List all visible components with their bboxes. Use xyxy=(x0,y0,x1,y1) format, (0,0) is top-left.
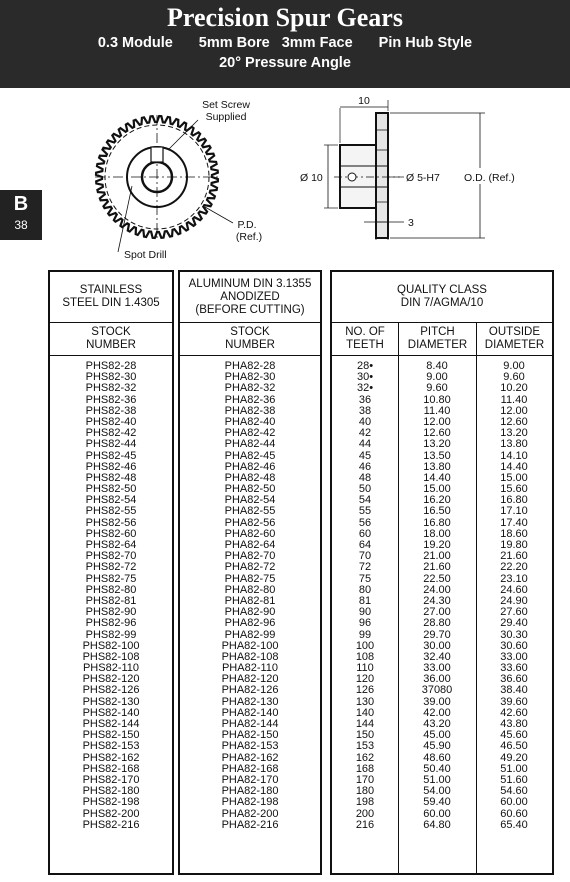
stainless-stock-number: PHS82-81 xyxy=(85,594,137,607)
teeth-count: 153 xyxy=(355,740,375,753)
aluminum-stock-number: PHA82-30 xyxy=(224,371,276,384)
outside-diameter-value: 51.60 xyxy=(500,773,528,786)
teeth-count: 42 xyxy=(358,427,372,440)
table-row xyxy=(332,820,552,831)
outside-diameter-value: 13.20 xyxy=(500,427,528,440)
outside-diameter-value: 15.60 xyxy=(500,483,528,496)
hub-profile xyxy=(340,145,376,208)
pitch-diameter: 13.80 xyxy=(423,460,451,473)
pitch-diameter: 42.00 xyxy=(423,706,451,719)
pitch-diameter: 16.50 xyxy=(423,505,451,518)
aluminum-header: ALUMINUM DIN 3.1355 ANODIZED (BEFORE CUTTING) xyxy=(180,272,320,323)
stainless-header: STAINLESS STEEL DIN 1.4305 xyxy=(50,272,172,323)
teeth-count: 140 xyxy=(355,706,375,719)
outside-diameter-value: 65.40 xyxy=(500,818,528,831)
pitch-diameter: 21.60 xyxy=(423,561,451,574)
stainless-stock-number: PHS82-144 xyxy=(82,718,140,730)
aluminum-stock-number: PHA82-96 xyxy=(224,617,276,630)
stainless-stock-number: PHS82-40 xyxy=(85,415,137,428)
aluminum-stock-number: PHA82-42 xyxy=(224,427,276,440)
outside-diameter-value: 16.80 xyxy=(500,494,528,507)
pitch-diameter: 45.00 xyxy=(423,729,451,742)
outside-diameter-value: 60.00 xyxy=(500,796,528,809)
outside-diameter-value: 12.00 xyxy=(500,404,528,417)
stainless-stock-number: PHS82-80 xyxy=(85,583,137,596)
outside-diameter: O.D. (Ref.) xyxy=(464,172,515,184)
table-row xyxy=(50,809,172,820)
aluminum-stock-number: PHA82-55 xyxy=(224,505,276,518)
teeth-count: 180 xyxy=(355,785,375,798)
aluminum-stock-number: PHA82-28 xyxy=(224,360,276,372)
pitch-diameter: 18.00 xyxy=(423,527,451,540)
table-row xyxy=(50,506,172,517)
gear-body-profile xyxy=(376,113,388,238)
pitch-diameter: 16.80 xyxy=(423,516,451,529)
aluminum-stock-number: PHA82-153 xyxy=(221,740,279,753)
teeth-count: 75 xyxy=(358,572,372,585)
table-row xyxy=(180,439,320,450)
spec-bore: 5mm Bore xyxy=(198,35,270,51)
pitch-diameter: 12.00 xyxy=(423,415,451,428)
aluminum-stock-number: PHA82-60 xyxy=(224,527,276,540)
table-row xyxy=(332,451,552,462)
table-row xyxy=(332,797,552,808)
hub-diameter: Ø 10 xyxy=(300,172,323,184)
teeth-count: 100 xyxy=(355,639,375,652)
aluminum-stock-number: PHA82-150 xyxy=(221,729,279,742)
face-dimension: 3 xyxy=(408,217,414,229)
teeth-count: 36 xyxy=(358,393,372,406)
stainless-stock-number: PHS82-28 xyxy=(85,360,137,372)
table-row xyxy=(50,618,172,629)
pitch-diameter: 19.20 xyxy=(423,539,451,551)
table-row xyxy=(180,506,320,517)
teeth-count: 200 xyxy=(355,807,375,820)
stainless-stock-number: PHS82-55 xyxy=(85,505,137,518)
aluminum-stock-number: PHA82-90 xyxy=(224,606,276,619)
table-row xyxy=(50,630,172,641)
teeth-count: 81 xyxy=(358,594,372,607)
stainless-stock-number: PHS82-108 xyxy=(82,650,140,663)
set-screw-label-1: Set Screw xyxy=(202,99,250,111)
gear-front-view xyxy=(95,99,262,261)
gear-side-view xyxy=(300,95,515,240)
outside-diameter-value: 46.50 xyxy=(500,740,528,753)
stainless-stock-number: PHS82-216 xyxy=(82,818,140,831)
outside-diameter-value: 14.40 xyxy=(500,460,528,473)
set-screw-hole xyxy=(151,147,163,162)
teeth-count: 126 xyxy=(355,684,375,697)
stainless-stock-number: PHS82-38 xyxy=(85,404,137,417)
teeth-count: 162 xyxy=(355,751,375,764)
pitch-diameter: 29.70 xyxy=(423,628,451,641)
stainless-stock-number: PHS82-140 xyxy=(82,706,140,719)
quality-data-list xyxy=(332,361,552,831)
stainless-stock-number: PHS82-70 xyxy=(85,550,137,563)
table-row xyxy=(180,618,320,629)
pitch-diameter: 33.00 xyxy=(423,662,451,675)
table-row xyxy=(332,383,552,394)
aluminum-stock-number: PHA82-80 xyxy=(224,583,276,596)
pitch-diameter: 39.00 xyxy=(423,695,451,708)
stainless-stock-number: PHS82-54 xyxy=(85,494,137,507)
table-row xyxy=(180,797,320,808)
set-screw-label-2: Supplied xyxy=(205,111,247,123)
aluminum-stock-number: PHA82-72 xyxy=(224,561,276,574)
spec-module: 0.3 Module xyxy=(97,35,173,51)
teeth-count: 60 xyxy=(358,527,372,540)
pitch-diameter: 11.40 xyxy=(423,404,451,417)
stainless-stock-number: PHS82-90 xyxy=(85,606,137,619)
aluminum-panel xyxy=(178,270,322,875)
stainless-stock-number: PHS82-30 xyxy=(85,371,137,384)
table-row xyxy=(332,618,552,629)
pitch-diameter: 60.00 xyxy=(423,807,451,820)
teeth-count: 54 xyxy=(358,494,372,507)
pitch-diameter: 9.60 xyxy=(426,382,448,395)
stainless-stock-number: PHS82-75 xyxy=(85,572,137,585)
aluminum-stock-number: PHA82-40 xyxy=(224,415,276,428)
aluminum-stock-list xyxy=(180,361,320,831)
aluminum-stock-number: PHA82-99 xyxy=(224,628,276,641)
outside-diameter-value: 49.20 xyxy=(500,751,528,764)
table-row xyxy=(50,685,172,696)
stainless-stock-number: PHS82-32 xyxy=(85,382,137,395)
table-row xyxy=(332,562,552,573)
teeth-count: 32• xyxy=(356,382,374,395)
teeth-count: 120 xyxy=(355,673,375,686)
outside-diameter-value: 24.90 xyxy=(500,594,528,607)
outside-diameter-value: 11.40 xyxy=(500,393,528,406)
gear-diagram xyxy=(0,90,570,265)
page-number: 38 xyxy=(14,218,28,232)
pitch-diameter: 37080 xyxy=(421,684,453,697)
table-row xyxy=(332,685,552,696)
pitch-diameter: 16.20 xyxy=(423,494,451,507)
teeth-count: 216 xyxy=(355,818,375,831)
teeth-count: 45 xyxy=(358,449,372,462)
pitch-diameter: 13.20 xyxy=(423,438,451,451)
table-row xyxy=(180,685,320,696)
teeth-count: 150 xyxy=(355,729,375,742)
outside-diameter-value: 12.60 xyxy=(500,415,528,428)
stainless-stock-number: PHS82-56 xyxy=(85,516,137,529)
outside-diameter-value: 23.10 xyxy=(500,572,528,585)
aluminum-stock-number: PHA82-32 xyxy=(224,382,276,395)
teeth-count: 30• xyxy=(356,371,374,384)
teeth-count: 80 xyxy=(358,583,372,596)
section-letter: B xyxy=(13,193,29,215)
stainless-stock-number: PHS82-200 xyxy=(82,807,140,820)
table-row xyxy=(180,383,320,394)
pitch-diameter: 54.00 xyxy=(423,785,451,798)
stainless-stock-number: PHS82-96 xyxy=(85,617,137,630)
stainless-stock-number: PHS82-110 xyxy=(82,662,140,675)
pitch-diameter: 50.40 xyxy=(423,762,451,775)
stainless-stock-list xyxy=(50,361,172,831)
stainless-stock-number: PHS82-170 xyxy=(82,773,140,786)
outside-diameter-value: 43.80 xyxy=(500,718,528,730)
outside-diameter-value: 9.60 xyxy=(503,371,525,384)
stainless-stock-number: PHS82-198 xyxy=(82,796,140,809)
outside-diameter-value: 10.20 xyxy=(500,382,528,395)
teeth-count: 38 xyxy=(358,404,372,417)
stainless-stock-number: PHS82-44 xyxy=(85,438,137,451)
teeth-count: 99 xyxy=(358,628,372,641)
teeth-count: 96 xyxy=(358,617,372,630)
outside-diameter-value: 33.60 xyxy=(500,662,528,675)
spec-face: 3mm Face xyxy=(281,35,353,51)
page-header xyxy=(0,0,570,88)
stainless-stock-number: PHS82-42 xyxy=(85,427,137,440)
outside-diameter-header: OUTSIDE DIAMETER xyxy=(476,322,552,355)
aluminum-stock-number: PHA82-46 xyxy=(224,460,276,473)
pitch-diameter: 22.50 xyxy=(423,572,451,585)
outside-diameter-value: 21.60 xyxy=(500,550,528,563)
table-row xyxy=(180,820,320,831)
width-dimension: 10 xyxy=(358,95,370,107)
outside-diameter-value: 17.10 xyxy=(500,505,528,518)
aluminum-stock-number: PHA82-180 xyxy=(221,785,279,798)
outside-diameter-value: 24.60 xyxy=(500,583,528,596)
table-row xyxy=(332,506,552,517)
table-row xyxy=(332,439,552,450)
aluminum-stock-number: PHA82-162 xyxy=(221,751,279,764)
aluminum-stock-number: PHA82-126 xyxy=(221,684,279,697)
outside-diameter-value: 54.60 xyxy=(500,785,528,798)
aluminum-stock-number: PHA82-170 xyxy=(221,773,279,786)
outside-diameter-value: 14.10 xyxy=(500,449,528,462)
table-row xyxy=(180,741,320,752)
teeth-count: 44 xyxy=(358,438,372,451)
pitch-diameter: 32.40 xyxy=(423,650,451,663)
aluminum-stock-number: PHA82-120 xyxy=(221,673,279,686)
aluminum-stock-number: PHA82-216 xyxy=(221,818,279,831)
pitch-diameter: 64.80 xyxy=(423,818,451,831)
pitch-diameter: 24.30 xyxy=(423,594,451,607)
aluminum-stock-number: PHA82-100 xyxy=(221,639,279,652)
outside-diameter-value: 36.60 xyxy=(500,673,528,686)
outside-diameter-value: 9.00 xyxy=(503,360,525,372)
outside-diameter-value: 19.80 xyxy=(500,539,528,551)
pitch-diameter: 28.80 xyxy=(423,617,451,630)
outside-diameter-value: 30.60 xyxy=(500,639,528,652)
teeth-count: 55 xyxy=(358,505,372,518)
teeth-count: 40 xyxy=(358,415,372,428)
stainless-stock-number: PHS82-150 xyxy=(82,729,140,742)
outside-diameter-value: 42.60 xyxy=(500,706,528,719)
aluminum-stock-number: PHA82-54 xyxy=(224,494,276,507)
pitch-diameter: 48.60 xyxy=(423,751,451,764)
outside-diameter-value: 51.00 xyxy=(500,762,528,775)
table-row xyxy=(50,451,172,462)
teeth-count: 168 xyxy=(355,762,375,775)
teeth-count: 72 xyxy=(358,561,372,574)
table-row xyxy=(332,741,552,752)
pitch-diameter: 9.00 xyxy=(426,371,448,384)
pressure-angle: 20° Pressure Angle xyxy=(219,55,351,71)
aluminum-stock-number: PHA82-36 xyxy=(224,393,276,406)
stainless-stock-number: PHS82-50 xyxy=(85,483,137,496)
outside-diameter-value: 18.60 xyxy=(500,527,528,540)
outside-diameter-value: 15.00 xyxy=(500,471,528,484)
pitch-diameter: 24.00 xyxy=(423,583,451,596)
aluminum-stock-number: PHA82-168 xyxy=(221,762,279,775)
aluminum-stock-number: PHA82-130 xyxy=(221,695,279,708)
aluminum-stock-number: PHA82-38 xyxy=(224,404,276,417)
outside-diameter-value: 60.60 xyxy=(500,807,528,820)
aluminum-stock-number: PHA82-56 xyxy=(224,516,276,529)
teeth-count: 48 xyxy=(358,471,372,484)
stainless-stock-number: PHS82-36 xyxy=(85,393,137,406)
stainless-stock-number: PHS82-120 xyxy=(82,673,140,686)
teeth-count: 130 xyxy=(355,695,375,708)
table-row xyxy=(50,562,172,573)
teeth-count: 46 xyxy=(358,460,372,473)
bore-diameter: Ø 5-H7 xyxy=(406,172,440,184)
spec-style: Pin Hub Style xyxy=(378,35,473,51)
aluminum-stock-number: PHA82-144 xyxy=(221,718,279,730)
teeth-count: 70 xyxy=(358,550,372,563)
stainless-stock-header: STOCK NUMBER xyxy=(50,322,172,356)
teeth-count: 170 xyxy=(355,773,375,786)
aluminum-stock-number: PHA82-200 xyxy=(221,807,279,820)
aluminum-stock-number: PHA82-108 xyxy=(221,650,279,663)
spot-drill-label: Spot Drill xyxy=(124,249,167,261)
aluminum-stock-number: PHA82-81 xyxy=(224,594,276,607)
aluminum-stock-number: PHA82-64 xyxy=(224,539,276,551)
stainless-stock-number: PHS82-48 xyxy=(85,471,137,484)
table-row xyxy=(50,820,172,831)
pitch-diameter: 21.00 xyxy=(423,550,451,563)
quality-header: QUALITY CLASS DIN 7/AGMA/10 xyxy=(332,272,552,323)
stainless-stock-number: PHS82-60 xyxy=(85,527,137,540)
pitch-diameter-header: PITCH DIAMETER xyxy=(398,322,476,355)
stainless-stock-number: PHS82-153 xyxy=(82,740,140,753)
outside-diameter-value: 29.40 xyxy=(500,617,528,630)
pitch-diameter: 27.00 xyxy=(423,606,451,619)
teeth-count: 64 xyxy=(358,539,372,551)
page-title: Precision Spur Gears xyxy=(167,3,403,32)
outside-diameter-value: 38.40 xyxy=(500,684,528,697)
pitch-diameter: 14.40 xyxy=(423,471,451,484)
aluminum-stock-number: PHA82-48 xyxy=(224,471,276,484)
quality-panel xyxy=(330,270,554,875)
pitch-diameter: 36.00 xyxy=(423,673,451,686)
stainless-stock-number: PHS82-45 xyxy=(85,449,137,462)
teeth-count: 144 xyxy=(355,718,375,730)
spec-line xyxy=(0,33,570,53)
outside-diameter-value: 30.30 xyxy=(500,628,528,641)
stainless-stock-number: PHS82-100 xyxy=(82,639,140,652)
outside-diameter-value: 13.80 xyxy=(500,438,528,451)
table-row xyxy=(180,451,320,462)
table-row xyxy=(50,797,172,808)
table-row xyxy=(50,439,172,450)
teeth-header: NO. OF TEETH xyxy=(345,325,385,351)
pd-label-2: (Ref.) xyxy=(235,231,263,243)
outside-diameter-value: 22.20 xyxy=(500,561,528,574)
stainless-stock-number: PHS82-99 xyxy=(85,628,137,641)
outside-diameter-value: 39.60 xyxy=(500,695,528,708)
pd-label-1: P.D. xyxy=(237,219,257,231)
aluminum-stock-number: PHA82-70 xyxy=(224,550,276,563)
teeth-count: 198 xyxy=(355,796,375,809)
stainless-stock-number: PHS82-130 xyxy=(82,695,140,708)
aluminum-stock-header: STOCK NUMBER xyxy=(180,322,320,356)
aluminum-stock-number: PHA82-198 xyxy=(221,796,279,809)
teeth-count: 108 xyxy=(355,650,375,663)
aluminum-stock-number: PHA82-75 xyxy=(224,572,276,585)
stainless-stock-number: PHS82-162 xyxy=(82,751,140,764)
aluminum-stock-number: PHA82-140 xyxy=(221,706,279,719)
table-row xyxy=(50,383,172,394)
pitch-diameter: 30.00 xyxy=(423,639,451,652)
outside-diameter-value: 33.00 xyxy=(500,650,528,663)
table-row xyxy=(180,809,320,820)
stainless-stock-number: PHS82-168 xyxy=(82,762,140,775)
teeth-count: 56 xyxy=(358,516,372,529)
teeth-count: 110 xyxy=(356,662,374,675)
table-row xyxy=(332,809,552,820)
pitch-diameter: 59.40 xyxy=(423,796,451,809)
outside-diameter-value: 17.40 xyxy=(500,516,528,529)
outside-diameter-value: 45.60 xyxy=(500,729,528,742)
aluminum-stock-number: PHA82-44 xyxy=(224,438,276,451)
stainless-stock-number: PHS82-180 xyxy=(82,785,140,798)
teeth-count: 90 xyxy=(358,606,372,619)
pitch-diameter: 13.50 xyxy=(423,449,451,462)
aluminum-stock-number: PHA82-110 xyxy=(221,662,279,675)
outside-diameter-value: 27.60 xyxy=(500,606,528,619)
stainless-panel xyxy=(48,270,174,875)
pitch-diameter: 12.60 xyxy=(423,427,451,440)
pitch-diameter: 10.80 xyxy=(423,393,451,406)
table-row xyxy=(50,741,172,752)
stainless-stock-number: PHS82-72 xyxy=(85,561,137,574)
pitch-diameter: 51.00 xyxy=(423,773,451,786)
aluminum-stock-number: PHA82-50 xyxy=(224,483,276,496)
pitch-diameter: 45.90 xyxy=(423,740,451,753)
pitch-diameter: 43.20 xyxy=(423,718,451,730)
stainless-stock-number: PHS82-64 xyxy=(85,539,137,551)
teeth-count: 28• xyxy=(356,360,374,372)
pitch-diameter: 15.00 xyxy=(423,483,451,496)
table-row xyxy=(332,630,552,641)
quality-column-headers xyxy=(332,322,552,356)
stainless-stock-number: PHS82-46 xyxy=(85,460,137,473)
stainless-stock-number: PHS82-126 xyxy=(82,684,140,697)
pitch-diameter: 8.40 xyxy=(426,360,448,372)
aluminum-stock-number: PHA82-45 xyxy=(224,449,276,462)
teeth-count: 50 xyxy=(358,483,372,496)
table-row xyxy=(180,562,320,573)
table-row xyxy=(180,630,320,641)
